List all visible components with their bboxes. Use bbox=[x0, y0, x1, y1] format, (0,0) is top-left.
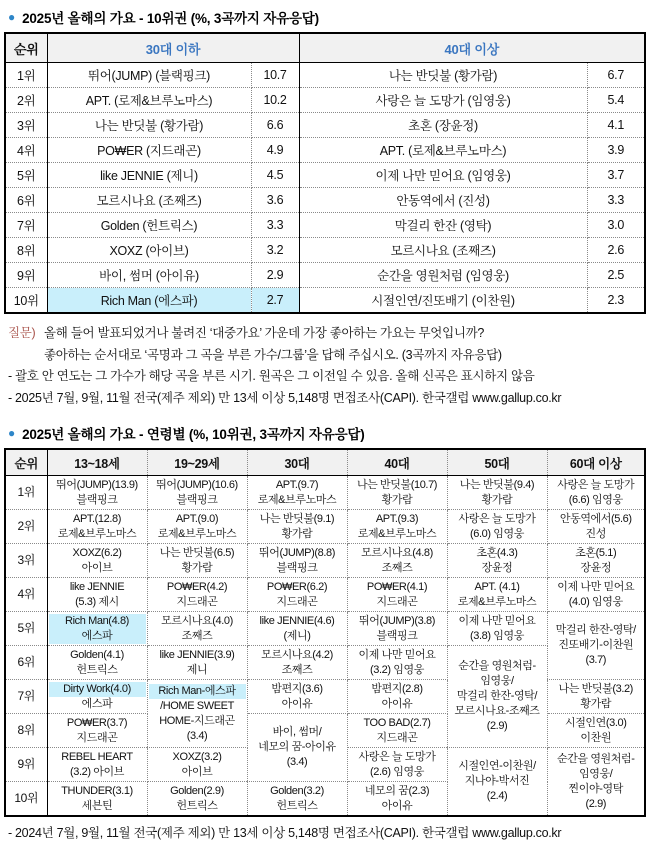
score-cell: 2.5 bbox=[587, 263, 645, 288]
song-cell: 모르시나요 (조째즈) bbox=[47, 188, 251, 213]
song-cell: 이제 나만 믿어요 (임영웅) bbox=[299, 163, 587, 188]
song-cell bbox=[47, 748, 147, 782]
song-line: 헌트릭스 bbox=[76, 663, 118, 676]
rank-cell: 6위 bbox=[5, 646, 47, 680]
question-line-2: 좋아하는 순서대로 ‘곡명과 그 곡을 부른 가수/그룹’을 답해 주십시오. (3곡까지 자유응답) bbox=[44, 347, 502, 362]
score-cell: 3.7 bbox=[587, 163, 645, 188]
section-title-top10 bbox=[8, 7, 644, 27]
top10-table bbox=[4, 32, 646, 314]
bullet-icon: ● bbox=[8, 426, 16, 440]
by-age-table-header bbox=[5, 449, 645, 476]
song-line: 로제&브루노마스 bbox=[257, 493, 337, 506]
song-cell bbox=[347, 612, 447, 646]
song-cell bbox=[547, 680, 645, 714]
song-line: 밤편지(3.6) bbox=[271, 682, 323, 695]
song-line: 황가람 bbox=[181, 561, 213, 574]
song-line: (2.9) bbox=[585, 797, 607, 810]
song-line: like JENNIE(4.6) bbox=[259, 614, 335, 627]
song-line: /HOME SWEET bbox=[160, 699, 234, 712]
top10-table-header bbox=[5, 33, 645, 63]
song-cell bbox=[147, 646, 247, 680]
song-cell: 안동역에서 (진성) bbox=[299, 188, 587, 213]
song-line: Golden(4.1) bbox=[70, 648, 124, 661]
song-line: 블랙핑크 bbox=[276, 561, 318, 574]
song-line: 황가람 bbox=[580, 697, 612, 710]
song-cell bbox=[547, 612, 645, 680]
column-header-rank: 순위 bbox=[5, 33, 47, 63]
column-header-19-29: 19~29세 bbox=[147, 449, 247, 476]
song-cell: 시절인연/진또배기 (이찬원) bbox=[299, 288, 587, 314]
song-line: 아이브 bbox=[81, 561, 113, 574]
score-cell: 3.2 bbox=[251, 238, 299, 263]
column-header-rank: 순위 bbox=[5, 449, 47, 476]
column-header-under30s: 30대 이하 bbox=[47, 33, 299, 63]
song-line: 제니 bbox=[186, 663, 208, 676]
song-cell: APT. (로제&브루노마스) bbox=[47, 88, 251, 113]
song-line: Dirty Work(4.0) bbox=[49, 682, 146, 697]
song-cell bbox=[147, 476, 247, 510]
song-cell: 막걸리 한잔 (영탁) bbox=[299, 213, 587, 238]
song-line: 나는 반딧불(3.2) bbox=[558, 682, 633, 695]
rank-cell: 8위 bbox=[5, 238, 47, 263]
song-line: 이찬원 bbox=[580, 731, 612, 744]
top10-row bbox=[5, 213, 645, 238]
survey-notes bbox=[8, 323, 642, 409]
song-cell bbox=[347, 748, 447, 782]
score-cell: 5.4 bbox=[587, 88, 645, 113]
rank-cell: 10위 bbox=[5, 288, 47, 314]
song-line: 사랑은 늘 도망가 bbox=[557, 478, 635, 491]
score-cell: 3.6 bbox=[251, 188, 299, 213]
score-cell: 4.9 bbox=[251, 138, 299, 163]
song-cell: Golden (헌트릭스) bbox=[47, 213, 251, 238]
song-cell bbox=[347, 578, 447, 612]
song-line: like JENNIE(3.9) bbox=[159, 648, 235, 661]
song-line: 로제&브루노마스 bbox=[457, 595, 537, 608]
song-line: HOME-지드래곤 bbox=[159, 714, 235, 727]
column-header-60s-plus: 60대 이상 bbox=[547, 449, 645, 476]
song-line: (3.4) bbox=[286, 756, 308, 768]
song-line: 로제&브루노마스 bbox=[57, 527, 137, 540]
song-cell: XOXZ (아이브) bbox=[47, 238, 251, 263]
song-line: (2.4) bbox=[486, 790, 508, 802]
song-cell bbox=[147, 612, 247, 646]
song-line: 뛰어(JUMP)(3.8) bbox=[359, 614, 435, 627]
rank-cell: 5위 bbox=[5, 163, 47, 188]
song-cell bbox=[147, 578, 247, 612]
song-line: 지드래곤 bbox=[76, 731, 118, 744]
score-cell: 2.9 bbox=[251, 263, 299, 288]
song-cell bbox=[347, 782, 447, 817]
rank-cell: 6위 bbox=[5, 188, 47, 213]
song-line: 지드래곤 bbox=[376, 731, 418, 744]
song-cell bbox=[47, 578, 147, 612]
song-line: 나는 반딧불(9.1) bbox=[259, 512, 335, 525]
song-line: 초혼(4.3) bbox=[476, 546, 518, 559]
bullet-icon: ● bbox=[8, 10, 16, 24]
song-line: 안동역에서(5.6) bbox=[559, 512, 632, 525]
song-line: 진성 bbox=[585, 527, 606, 540]
score-cell: 2.6 bbox=[587, 238, 645, 263]
score-cell: 3.9 bbox=[587, 138, 645, 163]
song-cell bbox=[247, 510, 347, 544]
song-cell bbox=[547, 544, 645, 578]
song-line: APT.(9.7) bbox=[275, 478, 319, 491]
song-line: APT.(9.0) bbox=[175, 512, 219, 525]
rank-cell: 9위 bbox=[5, 263, 47, 288]
song-line: 임영웅/ bbox=[579, 767, 613, 780]
rank-cell: 1위 bbox=[5, 476, 47, 510]
question-label: 질문) bbox=[8, 326, 36, 340]
song-line: 아이유 bbox=[381, 697, 413, 710]
song-line: APT.(9.3) bbox=[375, 512, 419, 525]
song-line: 조째즈 bbox=[181, 629, 213, 642]
song-line: Rich Man(4.8) bbox=[49, 614, 146, 629]
song-cell bbox=[47, 612, 147, 646]
song-line: (5.3) 제시 bbox=[75, 595, 119, 608]
top10-row bbox=[5, 288, 645, 314]
song-cell bbox=[247, 578, 347, 612]
section-title-text: 2025년 올해의 가요 - 연령별 (%, 10위권, 3곡까지 자유응답) bbox=[22, 427, 365, 442]
song-cell bbox=[47, 782, 147, 817]
byage-row bbox=[5, 476, 645, 510]
song-cell bbox=[347, 646, 447, 680]
song-cell: 초혼 (장윤정) bbox=[299, 113, 587, 138]
song-line: (2.6) 임영웅 bbox=[370, 765, 424, 778]
song-cell bbox=[247, 612, 347, 646]
song-cell bbox=[47, 680, 147, 714]
song-cell bbox=[447, 544, 547, 578]
section-title-text: 2025년 올해의 가요 - 10위권 (%, 3곡까지 자유응답) bbox=[22, 11, 319, 26]
song-line: 지드래곤 bbox=[176, 595, 218, 608]
song-cell bbox=[547, 714, 645, 748]
song-cell bbox=[47, 646, 147, 680]
song-line: 블랙핑크 bbox=[376, 629, 418, 642]
song-cell: 나는 반딧불 (황가람) bbox=[299, 63, 587, 88]
score-cell: 4.1 bbox=[587, 113, 645, 138]
song-line: REBEL HEART bbox=[61, 750, 133, 763]
song-line: 아이브 bbox=[181, 765, 213, 778]
song-cell bbox=[47, 476, 147, 510]
song-line: 에스파 bbox=[81, 697, 113, 710]
song-cell bbox=[447, 476, 547, 510]
song-line: 지드래곤 bbox=[276, 595, 318, 608]
song-line: 장윤정 bbox=[580, 561, 612, 574]
song-line: APT. (4.1) bbox=[474, 580, 520, 593]
song-cell: 뛰어(JUMP) (블랙핑크) bbox=[47, 63, 251, 88]
rank-cell: 1위 bbox=[5, 63, 47, 88]
song-line: Golden(2.9) bbox=[170, 784, 224, 797]
song-line: 황가람 bbox=[381, 493, 413, 506]
song-line: 뛰어(JUMP)(8.8) bbox=[259, 546, 335, 559]
song-cell bbox=[447, 612, 547, 646]
song-cell bbox=[447, 510, 547, 544]
song-line: (3.7) bbox=[585, 654, 607, 666]
rank-cell: 3위 bbox=[5, 544, 47, 578]
rank-cell: 5위 bbox=[5, 612, 47, 646]
rank-cell: 4위 bbox=[5, 138, 47, 163]
score-cell: 10.7 bbox=[251, 63, 299, 88]
song-line: 황가람 bbox=[481, 493, 513, 506]
song-cell bbox=[247, 782, 347, 817]
song-cell: 나는 반딧불 (황가람) bbox=[47, 113, 251, 138]
song-line: (3.4) bbox=[186, 729, 208, 742]
byage-row bbox=[5, 510, 645, 544]
song-line: 에스파 bbox=[49, 629, 146, 644]
song-cell bbox=[247, 714, 347, 782]
song-line: 헌트릭스 bbox=[276, 799, 318, 812]
song-line: 헌트릭스 bbox=[176, 799, 218, 812]
song-line: 블랙핑크 bbox=[76, 493, 118, 506]
song-line: Rich Man-에스파 bbox=[149, 684, 246, 699]
song-line: (6.0) 임영웅 bbox=[470, 527, 524, 540]
song-line: 조째즈 bbox=[381, 561, 413, 574]
top10-row bbox=[5, 163, 645, 188]
rank-cell: 7위 bbox=[5, 680, 47, 714]
section-title-by-age bbox=[8, 423, 644, 443]
song-cell bbox=[147, 680, 247, 748]
song-line: 순간을 영원처럼- bbox=[556, 752, 635, 765]
song-line: 블랙핑크 bbox=[176, 493, 218, 506]
song-line: PO₩ER(3.7) bbox=[66, 716, 128, 729]
score-cell: 3.0 bbox=[587, 213, 645, 238]
song-cell: like JENNIE (제니) bbox=[47, 163, 251, 188]
top10-row bbox=[5, 238, 645, 263]
song-line: (2.9) bbox=[486, 720, 508, 732]
byage-table-body bbox=[5, 476, 645, 817]
column-header-50s: 50대 bbox=[447, 449, 547, 476]
song-line: 뛰어(JUMP)(13.9) bbox=[56, 478, 138, 491]
top10-row bbox=[5, 188, 645, 213]
byage-row bbox=[5, 544, 645, 578]
song-line: 이제 나만 믿어요 bbox=[557, 580, 635, 593]
song-line: (3.2) 아이브 bbox=[70, 765, 124, 778]
byage-row bbox=[5, 612, 645, 646]
note-survey-method: - 2025년 7월, 9월, 11월 전국(제주 제외) 만 13세 이상 5,148명 면접조사(CAPI). 한국갤럽 www.gallup.co.kr bbox=[8, 390, 562, 405]
song-line: 뛰어(JUMP)(10.6) bbox=[156, 478, 238, 491]
song-line: 장윤정 bbox=[481, 561, 513, 574]
song-cell bbox=[147, 748, 247, 782]
song-cell bbox=[347, 510, 447, 544]
song-line: THUNDER(3.1) bbox=[61, 784, 133, 797]
song-cell bbox=[447, 646, 547, 748]
question-line-1 bbox=[8, 323, 642, 345]
song-line: 막걸리 한잔-영탁/ bbox=[456, 690, 538, 702]
rank-cell: 10위 bbox=[5, 782, 47, 817]
song-line: (4.0) 임영웅 bbox=[568, 595, 623, 608]
song-cell bbox=[247, 544, 347, 578]
byage-row bbox=[5, 680, 645, 714]
song-line: (3.2) 임영웅 bbox=[370, 663, 424, 676]
score-cell: 6.6 bbox=[251, 113, 299, 138]
song-cell bbox=[447, 748, 547, 817]
song-line: TOO BAD(2.7) bbox=[363, 716, 431, 729]
song-cell bbox=[247, 476, 347, 510]
rank-cell: 9위 bbox=[5, 748, 47, 782]
top10-row bbox=[5, 113, 645, 138]
song-cell: Rich Man (에스파) bbox=[47, 288, 251, 314]
song-cell: 바이, 썸머 (아이유) bbox=[47, 263, 251, 288]
song-line: PO₩ER(4.2) bbox=[166, 580, 228, 593]
column-header-40s: 40대 bbox=[347, 449, 447, 476]
top10-row bbox=[5, 263, 645, 288]
header-row bbox=[5, 449, 645, 476]
score-cell: 2.3 bbox=[587, 288, 645, 314]
song-cell bbox=[347, 476, 447, 510]
song-line: (제니) bbox=[283, 629, 311, 642]
footer-note: - 2024년 7월, 9월, 11월 전국(제주 제외) 만 13세 이상 5,148명 면접조사(CAPI). 한국갤럽 www.gallup.co.kr bbox=[8, 826, 562, 840]
song-cell bbox=[447, 578, 547, 612]
song-line: 임영웅/ bbox=[480, 675, 514, 687]
column-header-over40s: 40대 이상 bbox=[299, 33, 645, 63]
score-cell: 10.2 bbox=[251, 88, 299, 113]
song-line: 찐이야-영탁 bbox=[568, 782, 623, 795]
song-line: 바이, 썸머/ bbox=[272, 726, 322, 738]
song-line: 아이유 bbox=[281, 697, 313, 710]
by-age-table bbox=[4, 448, 646, 817]
note-parentheses: - 괄호 안 연도는 그 가수가 해당 곡을 부른 시기. 원곡은 그 이전일 수 있음. 올해 신곡은 표시하지 않음 bbox=[8, 369, 535, 383]
song-line: 이제 나만 믿어요 bbox=[358, 648, 436, 661]
top10-row bbox=[5, 88, 645, 113]
song-line: 나는 반딧불(9.4) bbox=[459, 478, 535, 491]
song-cell: 모르시나요 (조째즈) bbox=[299, 238, 587, 263]
rank-cell: 3위 bbox=[5, 113, 47, 138]
song-line: 시절인연-이찬원/ bbox=[458, 760, 536, 772]
song-line: PO₩ER(4.1) bbox=[366, 580, 428, 593]
song-line: 나는 반딧불(6.5) bbox=[159, 546, 235, 559]
song-line: 이제 나만 믿어요 bbox=[458, 614, 536, 627]
song-line: (6.6) 임영웅 bbox=[568, 493, 623, 506]
song-cell bbox=[47, 510, 147, 544]
song-line: APT.(12.8) bbox=[73, 512, 121, 525]
song-line: 밤편지(2.8) bbox=[371, 682, 423, 695]
song-line: 막걸리 한잔-영탁/ bbox=[555, 624, 636, 636]
song-line: 로제&브루노마스 bbox=[357, 527, 437, 540]
song-cell bbox=[547, 476, 645, 510]
score-cell: 6.7 bbox=[587, 63, 645, 88]
song-line: 로제&브루노마스 bbox=[157, 527, 237, 540]
top10-row bbox=[5, 63, 645, 88]
song-line: 모르시나요-조째즈 bbox=[454, 705, 540, 717]
score-cell: 3.3 bbox=[251, 213, 299, 238]
song-cell: PO₩ER (지드래곤) bbox=[47, 138, 251, 163]
song-cell bbox=[247, 646, 347, 680]
top10-row bbox=[5, 138, 645, 163]
song-cell bbox=[147, 782, 247, 817]
rank-cell: 4위 bbox=[5, 578, 47, 612]
song-line: Golden(3.2) bbox=[270, 784, 324, 797]
column-header-30s: 30대 bbox=[247, 449, 347, 476]
song-line: like JENNIE bbox=[69, 580, 125, 593]
song-line: XOXZ(3.2) bbox=[172, 750, 222, 763]
song-line: 세븐틴 bbox=[81, 799, 113, 812]
rank-cell: 2위 bbox=[5, 510, 47, 544]
song-cell bbox=[47, 544, 147, 578]
song-line: 황가람 bbox=[281, 527, 313, 540]
song-cell: 사랑은 늘 도망가 (임영웅) bbox=[299, 88, 587, 113]
song-line: 네모의 꿈(2.3) bbox=[364, 784, 430, 797]
top10-table-body bbox=[5, 63, 645, 314]
score-cell: 4.5 bbox=[251, 163, 299, 188]
song-cell bbox=[547, 578, 645, 612]
song-line: 초혼(5.1) bbox=[575, 546, 617, 559]
song-line: 사랑은 늘 도망가 bbox=[358, 750, 436, 763]
song-cell bbox=[547, 748, 645, 817]
song-cell bbox=[247, 680, 347, 714]
byage-row bbox=[5, 578, 645, 612]
song-line: 순간을 영원처럼- bbox=[458, 660, 536, 672]
song-cell bbox=[147, 544, 247, 578]
song-cell bbox=[47, 714, 147, 748]
song-cell bbox=[347, 680, 447, 714]
song-line: PO₩ER(6.2) bbox=[266, 580, 328, 593]
song-line: (3.8) 임영웅 bbox=[470, 629, 524, 642]
song-line: 나는 반딧불(10.7) bbox=[356, 478, 438, 491]
song-line: 아이유 bbox=[381, 799, 413, 812]
column-header-13-18: 13~18세 bbox=[47, 449, 147, 476]
song-line: 조째즈 bbox=[281, 663, 313, 676]
score-cell: 2.7 bbox=[251, 288, 299, 314]
byage-row bbox=[5, 714, 645, 748]
song-line: 지나야-박서진 bbox=[464, 775, 530, 787]
song-line: 모르시나요(4.8) bbox=[361, 546, 433, 559]
song-line: 모르시나요(4.0) bbox=[161, 614, 233, 627]
song-cell: APT. (로제&브루노마스) bbox=[299, 138, 587, 163]
song-line: 모르시나요(4.2) bbox=[261, 648, 333, 661]
score-cell: 3.3 bbox=[587, 188, 645, 213]
rank-cell: 8위 bbox=[5, 714, 47, 748]
song-line: 진또배기-이찬원 bbox=[558, 639, 634, 651]
song-cell bbox=[147, 510, 247, 544]
song-cell bbox=[547, 510, 645, 544]
song-line: XOXZ(6.2) bbox=[72, 546, 122, 559]
song-cell bbox=[347, 544, 447, 578]
song-line: 시절인연(3.0) bbox=[564, 716, 627, 729]
rank-cell: 7위 bbox=[5, 213, 47, 238]
song-cell bbox=[347, 714, 447, 748]
song-line: 사랑은 늘 도망가 bbox=[458, 512, 536, 525]
song-cell: 순간을 영원처럼 (임영웅) bbox=[299, 263, 587, 288]
song-line: 네모의 꿈-아이유 bbox=[258, 741, 336, 753]
header-row bbox=[5, 33, 645, 63]
rank-cell: 2위 bbox=[5, 88, 47, 113]
song-line: 지드래곤 bbox=[376, 595, 418, 608]
question-text-1: 올해 들어 발표되었거나 불려진 ‘대중가요’ 가운데 가장 좋아하는 가요는 무엇입니까? bbox=[44, 326, 485, 340]
